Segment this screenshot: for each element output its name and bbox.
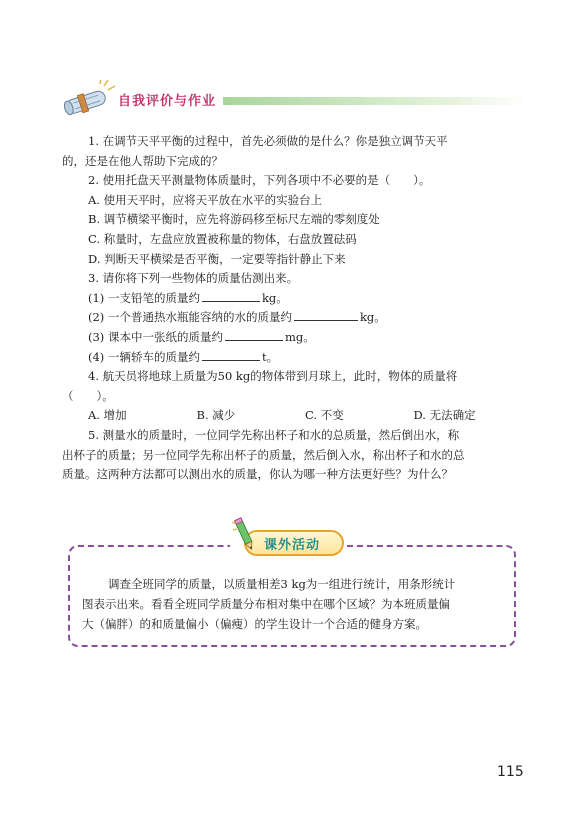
section-title: 自我评价与作业 [118, 94, 217, 109]
q3-item-3-text: (3) 课本中一张纸的质量约 [88, 329, 223, 344]
q3-item-1-text: (1) 一支铅笔的质量约 [88, 290, 200, 305]
activity-line-1: 调查全班同学的质量，以质量相差3 kg为一组进行统计，用条形统计 [108, 577, 456, 591]
question-1-line-2: 的，还是在他人帮助下完成的？ [62, 153, 223, 168]
question-3-item-2 [62, 308, 522, 328]
q3-item-1-unit: kg。 [261, 290, 288, 305]
question-3-item-4 [62, 348, 522, 368]
question-3-item-3 [62, 328, 522, 348]
question-4-options [62, 406, 522, 426]
q3-item-4-text: (4) 一辆轿车的质量约 [88, 349, 200, 364]
q3-item-2-text: (2) 一个普通热水瓶能容纳的水的质量约 [88, 310, 292, 325]
question-4-line-1: 4. 航天员将地球上质量为50 kg的物体带到月球上，此时，物体的质量将 [88, 369, 458, 384]
question-2-stem: 2. 使用托盘天平测量物体质量时，下列各项中不必要的是（ ）。 [88, 173, 431, 188]
question-3-stem: 3. 请你将下列一些物体的质量估测出来。 [88, 271, 299, 286]
activity-tag [230, 528, 346, 558]
q3-item-2-unit: kg。 [359, 310, 386, 325]
homework-questions [62, 132, 522, 485]
question-5-line-3: 质量。这两种方法都可以测出水的质量，你认为哪一种方法更好些？为什么？ [62, 467, 453, 482]
q3-item-3-unit: mg。 [284, 329, 315, 344]
question-2-option-c: C. 称量时，左盘应放置被称量的物体，右盘放置砝码 [88, 231, 357, 246]
answer-blank[interactable] [202, 289, 260, 302]
answer-blank[interactable] [225, 328, 283, 341]
question-3-item-1 [62, 289, 522, 309]
question-5-line-1: 5. 测量水的质量时，一位同学先称出杯子和水的总质量，然后倒出水，称 [88, 427, 460, 442]
q3-item-4-unit: t。 [261, 349, 279, 364]
question-2-option-d: D. 判断天平横梁是否平衡，一定要等指针静止下来 [88, 251, 346, 266]
activity-label: 课外活动 [264, 538, 321, 553]
question-4-line-2: （ ）。 [62, 388, 114, 403]
pencil-icon [230, 516, 258, 552]
section-header [60, 80, 530, 120]
activity-line-3: 大（偏胖）的和质量偏小（偏瘦）的学生设计一个合适的健身方案。 [82, 617, 427, 631]
question-1-line-1: 1. 在调节天平平衡的过程中，首先必须做的是什么？你是独立调节天平 [88, 134, 448, 148]
question-2-option-b: B. 调节横梁平衡时，应先将游码移至标尺左端的零刻度处 [88, 212, 380, 227]
page-number: 115 [497, 764, 524, 780]
activity-line-2: 图表示出来。看看全班同学质量分布相对集中在哪个区域？为本班质量偏 [82, 597, 450, 611]
question-4-option-d: D. 无法确定 [413, 408, 476, 423]
question-5-line-2: 出杯子的质量；另一位同学先称出杯子的质量，然后倒入水，称出杯子和水的总 [62, 447, 465, 462]
activity-text [82, 574, 502, 634]
question-4-option-b: B. 减少 [196, 408, 236, 423]
question-2-option-a: A. 使用天平时，应将天平放在水平的实验台上 [88, 192, 323, 207]
answer-blank[interactable] [294, 308, 358, 321]
scroll-icon [60, 80, 120, 120]
answer-blank[interactable] [202, 348, 260, 361]
question-4-option-a: A. 增加 [88, 408, 127, 423]
question-4-option-c: C. 不变 [305, 408, 344, 423]
header-divider-bar [223, 97, 528, 105]
